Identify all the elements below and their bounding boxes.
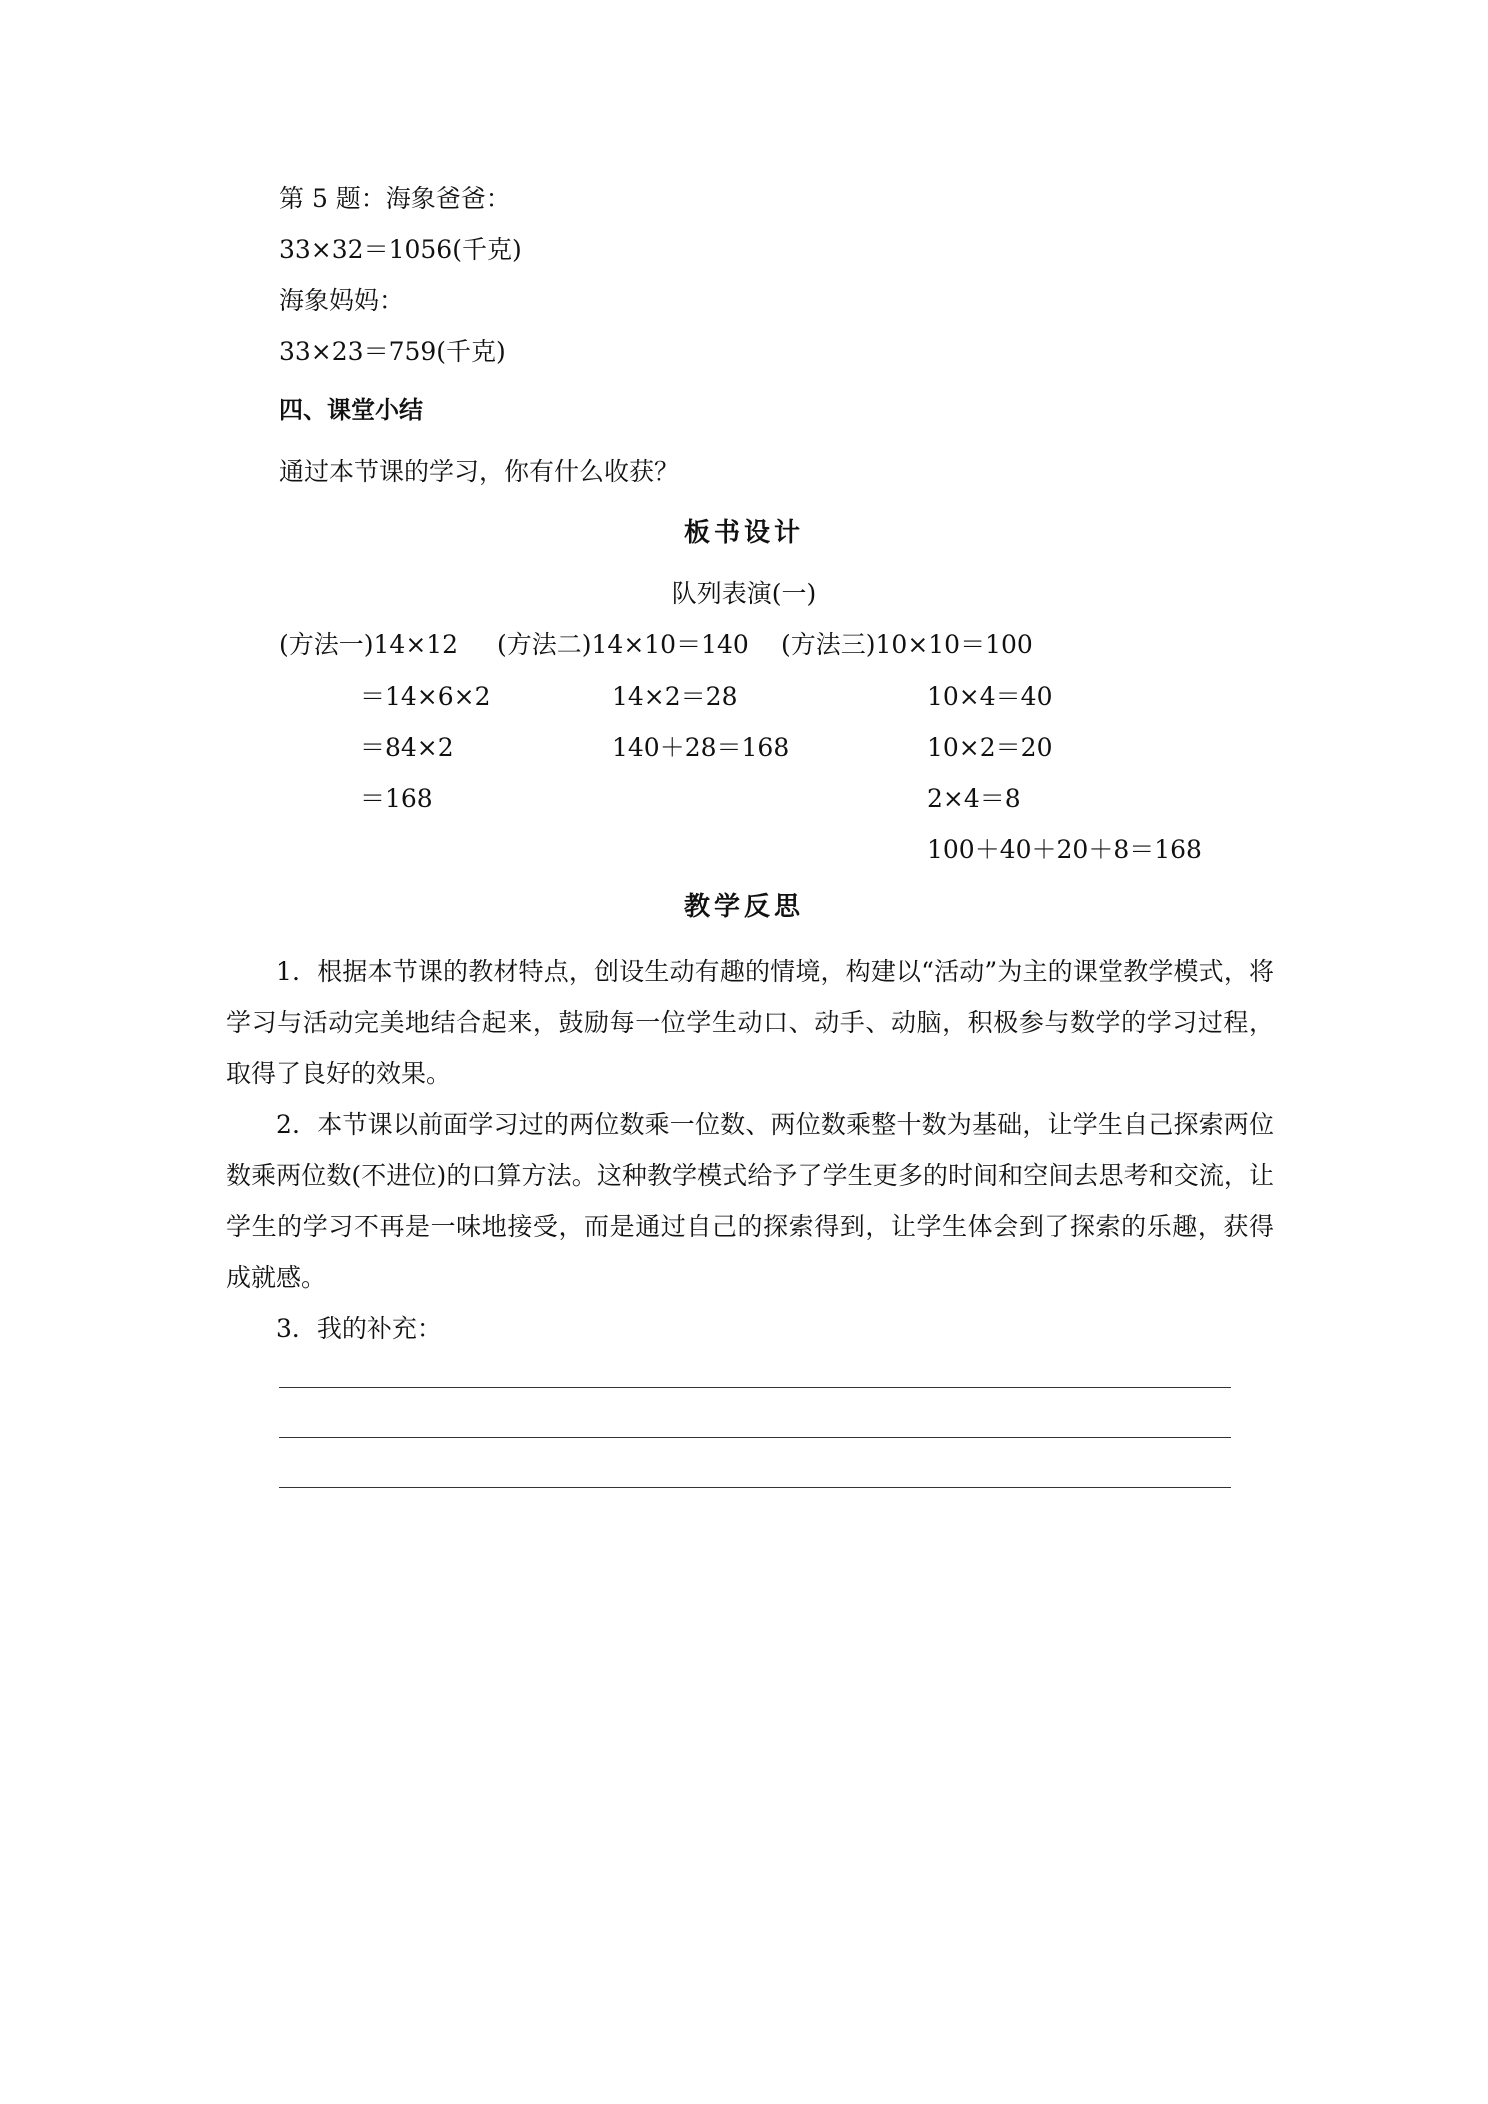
- method2-line: (方法二)14×10＝140: [497, 630, 749, 659]
- method2-line: 14×2＝28: [612, 682, 738, 711]
- blank-fill-line: [279, 1387, 1231, 1388]
- method1-line: ＝168: [360, 784, 433, 813]
- blank-fill-line: [279, 1487, 1231, 1488]
- q5-mom-label: 海象妈妈：: [279, 286, 405, 315]
- reflection-paragraph-2: 2．本节课以前面学习过的两位数乘一位数、两位数乘整十数为基础，让学生自己探索两位数乘两位数(不进位)的口算方法。这种教学模式给予了学生更多的时间和空间去思考和交流，让学生的学习不再是一味地接受，而是通过自己的探索得到，让学生体会到了探索的乐趣，获得成就感。: [226, 1110, 1274, 1292]
- reflection-paragraph-1: 1．根据本节课的教材特点，创设生动有趣的情境，构建以“活动”为主的课堂教学模式，将学习与活动完美地结合起来，鼓励每一位学生动口、动手、动脑，积极参与数学的学习过程，取得了良好的效果。: [226, 957, 1274, 1088]
- method3-line: 10×4＝40: [927, 682, 1053, 711]
- method1-line: ＝84×2: [360, 733, 454, 762]
- summary-heading: 四、课堂小结: [279, 396, 423, 424]
- reflection-title: 教学反思: [683, 892, 804, 922]
- method2-line: 140＋28＝168: [612, 733, 790, 762]
- board-title: 板书设计: [683, 518, 804, 548]
- method1-line: (方法一)14×12: [279, 630, 459, 659]
- reflection-paragraph-3: 3．我的补充：: [276, 1314, 442, 1343]
- summary-text: 通过本节课的学习，你有什么收获？: [279, 457, 680, 486]
- board-subtitle: 队列表演(一): [671, 579, 817, 608]
- blank-fill-line: [279, 1437, 1231, 1438]
- method3-line: 10×2＝20: [927, 733, 1053, 762]
- method3-line: 2×4＝8: [927, 784, 1021, 813]
- method3-line: (方法三)10×10＝100: [781, 630, 1033, 659]
- q5-label: 第 5 题：海象爸爸：: [279, 184, 511, 213]
- method3-line: 100＋40＋20＋8＝168: [927, 835, 1202, 864]
- q5-equation-mom: 33×23＝759(千克): [279, 337, 506, 366]
- q5-equation-dad: 33×32＝1056(千克): [279, 235, 522, 264]
- method1-line: ＝14×6×2: [360, 682, 491, 711]
